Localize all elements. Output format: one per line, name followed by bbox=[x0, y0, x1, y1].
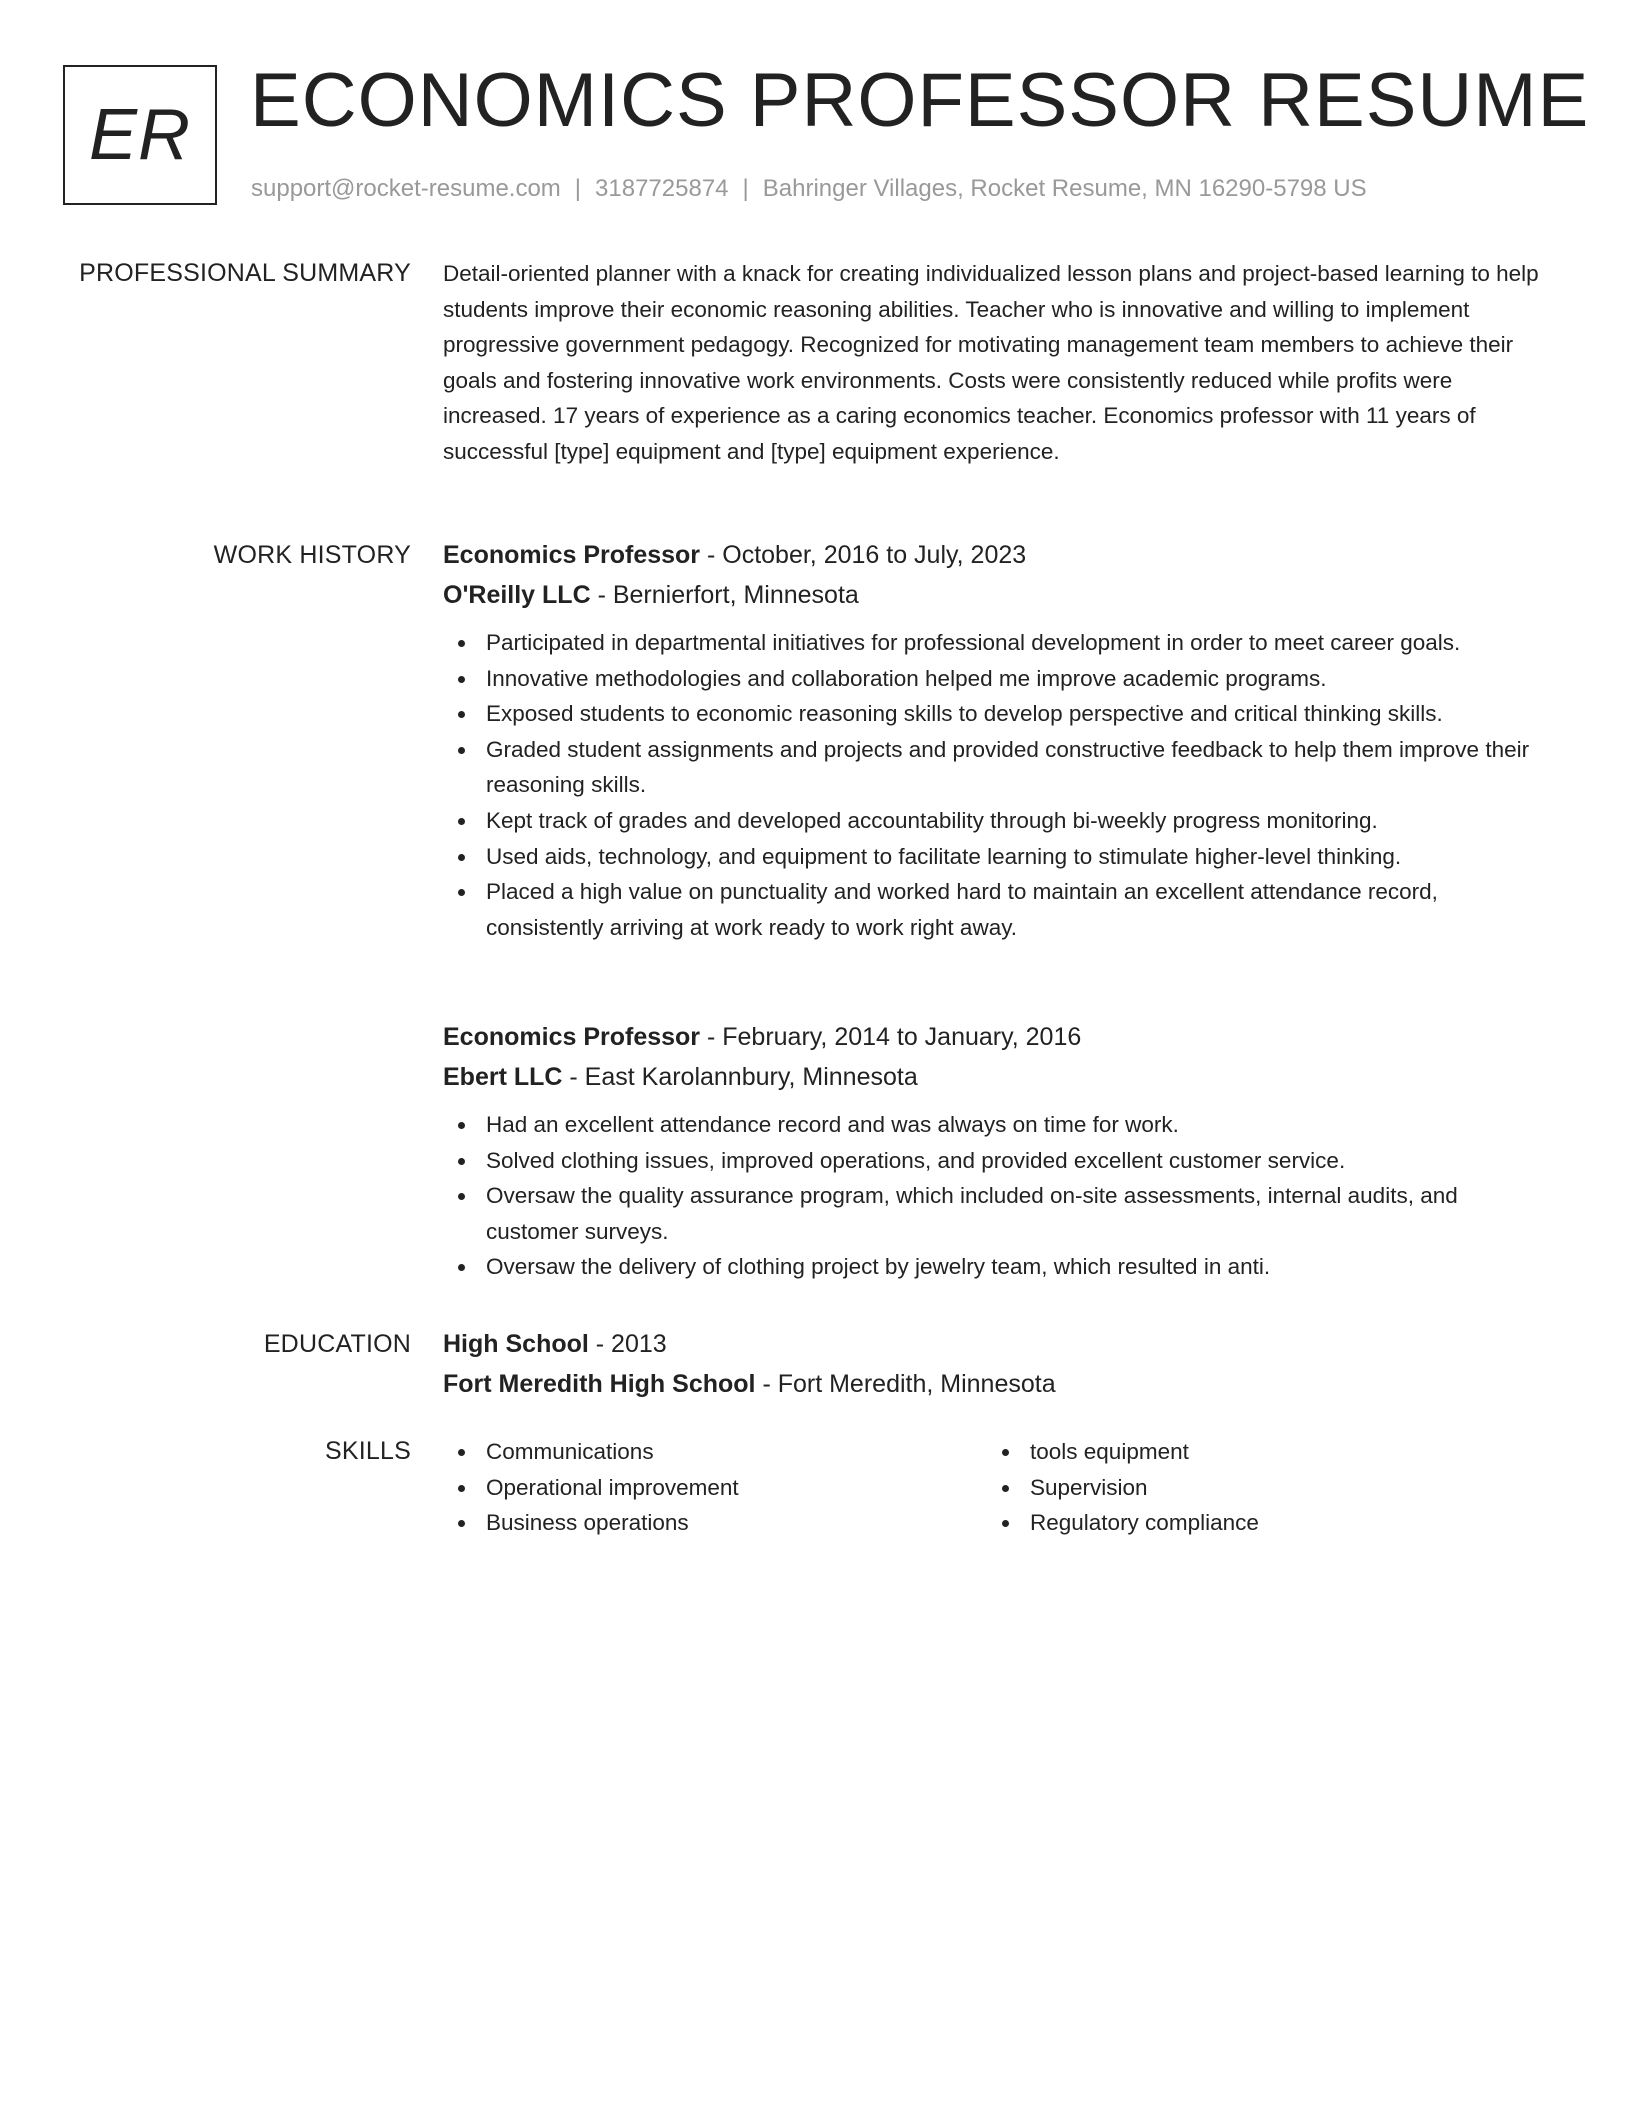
education-degree: High School bbox=[443, 1330, 589, 1358]
job-title-line bbox=[443, 535, 1553, 575]
contact-separator: | bbox=[742, 175, 749, 202]
section-label-work-history: WORK HISTORY bbox=[213, 541, 411, 569]
education-location: - Fort Meredith, Minnesota bbox=[755, 1370, 1056, 1398]
list-item: Innovative methodologies and collaboration helped me improve academic programs. bbox=[443, 661, 1553, 697]
list-item: Used aids, technology, and equipment to facilitate learning to stimulate higher-level thinking. bbox=[443, 839, 1553, 875]
job-title-line bbox=[443, 1017, 1553, 1057]
summary-section bbox=[443, 256, 1553, 470]
section-label-summary: PROFESSIONAL SUMMARY bbox=[79, 259, 411, 287]
job-dates: - February, 2014 to January, 2016 bbox=[700, 1023, 1082, 1051]
list-item: Participated in departmental initiatives for professional development in order to meet career goals. bbox=[443, 625, 1553, 661]
job-dates: - October, 2016 to July, 2023 bbox=[700, 541, 1027, 569]
contact-line bbox=[251, 174, 1367, 204]
section-label-education: EDUCATION bbox=[263, 1330, 411, 1358]
contact-email: support@rocket-resume.com bbox=[251, 175, 561, 202]
list-item: Solved clothing issues, improved operations, and provided excellent customer service. bbox=[443, 1143, 1553, 1179]
contact-separator: | bbox=[574, 175, 582, 202]
education-school: Fort Meredith High School bbox=[443, 1370, 756, 1398]
list-item: Kept track of grades and developed accountability through bi-weekly progress monitoring. bbox=[443, 803, 1553, 839]
skills-list-left bbox=[443, 1434, 987, 1541]
education-school-line bbox=[443, 1364, 1553, 1404]
education-entry bbox=[443, 1324, 1553, 1404]
job-entry bbox=[443, 535, 1553, 945]
list-item: Oversaw the delivery of clothing project by jewelry team, which resulted in anti. bbox=[443, 1249, 1553, 1285]
job-bullet-list bbox=[443, 1107, 1553, 1285]
job-title: Economics Professor bbox=[443, 541, 701, 569]
skill-item: Business operations bbox=[443, 1505, 987, 1541]
job-company: Ebert LLC bbox=[443, 1063, 563, 1091]
job-company: O'Reilly LLC bbox=[443, 581, 591, 609]
monogram-box bbox=[63, 65, 217, 205]
job-title: Economics Professor bbox=[443, 1023, 701, 1051]
skill-item: Regulatory compliance bbox=[987, 1505, 1531, 1541]
job-location: - Bernierfort, Minnesota bbox=[590, 581, 859, 609]
skill-item: Supervision bbox=[987, 1470, 1531, 1506]
list-item: Graded student assignments and projects and provided constructive feedback to help them improve their reasoning skills. bbox=[443, 732, 1553, 803]
list-item: Oversaw the quality assurance program, which included on-site assessments, internal audits, and customer surveys. bbox=[443, 1178, 1553, 1249]
job-bullet-list bbox=[443, 625, 1553, 945]
job-company-line bbox=[443, 575, 1553, 615]
job-company-line bbox=[443, 1057, 1553, 1097]
skill-item: Communications bbox=[443, 1434, 987, 1470]
job-entry bbox=[443, 1017, 1553, 1285]
monogram-initials: ER bbox=[88, 95, 192, 175]
contact-address: Bahringer Villages, Rocket Resume, MN 16290-5798 US bbox=[762, 175, 1367, 202]
skills-section bbox=[443, 1434, 1553, 1541]
contact-phone: 3187725874 bbox=[595, 175, 729, 202]
section-label-skills: SKILLS bbox=[325, 1437, 411, 1465]
education-year: - 2013 bbox=[588, 1330, 667, 1358]
skills-list-right bbox=[987, 1434, 1531, 1541]
resume-title: ECONOMICS PROFESSOR RESUME bbox=[250, 58, 1590, 143]
education-degree-line bbox=[443, 1324, 1553, 1364]
skill-item: tools equipment bbox=[987, 1434, 1531, 1470]
job-location: - East Karolannbury, Minnesota bbox=[562, 1063, 918, 1091]
list-item: Placed a high value on punctuality and worked hard to maintain an excellent attendance record, consistently arriving at work ready to work right away. bbox=[443, 874, 1553, 945]
summary-text: Detail-oriented planner with a knack for creating individualized lesson plans and project-based learning to help students improve their economic reasoning abilities. Teacher who is innovative and willing to implement progressive government pedagogy. Recognized for motivating management team members to achieve their goals and fostering innovative work environments. Costs were consistently reduced while profits were increased. 17 years of experience as a caring economics teacher. Economics professor with 11 years of successful [type] equipment and [type] equipment experience. bbox=[443, 261, 1539, 464]
list-item: Exposed students to economic reasoning skills to develop perspective and critical thinking skills. bbox=[443, 696, 1553, 732]
skill-item: Operational improvement bbox=[443, 1470, 987, 1506]
list-item: Had an excellent attendance record and was always on time for work. bbox=[443, 1107, 1553, 1143]
